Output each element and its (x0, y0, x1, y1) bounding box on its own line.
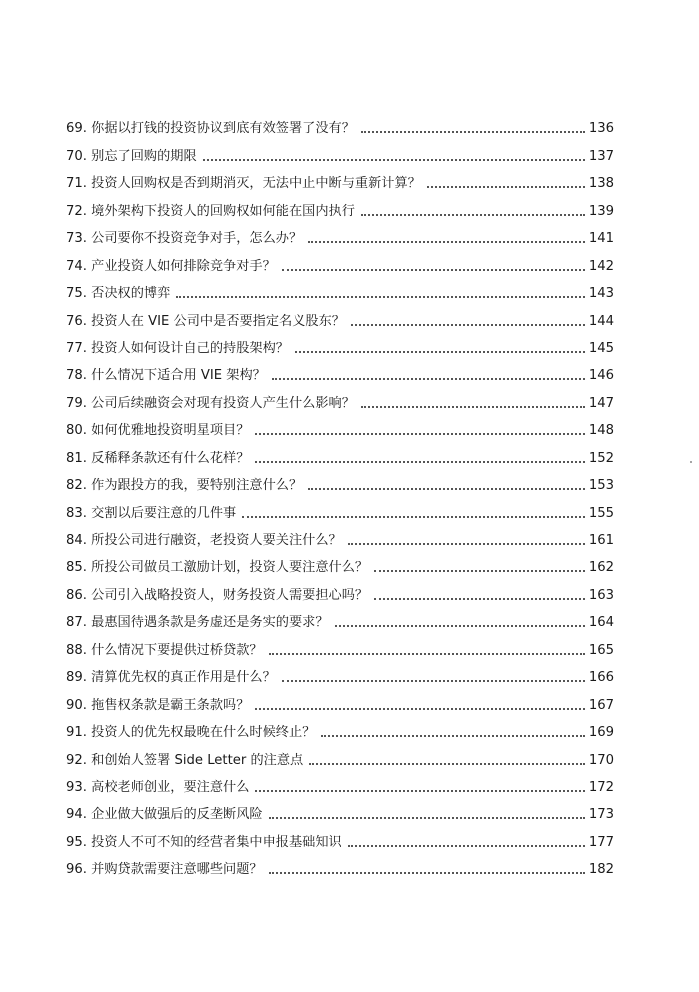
dot-leader (203, 159, 585, 161)
toc-entry (66, 439, 614, 466)
dot-leader (348, 543, 585, 545)
toc-entry-page: 155 (588, 505, 614, 521)
dot-leader (321, 735, 584, 737)
scan-speck (690, 461, 692, 463)
dot-leader (351, 324, 585, 326)
toc-entry-page: 139 (588, 203, 614, 219)
toc-entry-page: 163 (588, 587, 614, 603)
toc-entry (66, 796, 614, 823)
toc-entry (66, 357, 614, 384)
dot-leader (272, 378, 585, 380)
toc-entry-title: 96. 并购贷款需要注意哪些问题？ (66, 862, 263, 878)
toc-entry-page: 162 (588, 560, 614, 576)
toc-entry-title: 76. 投资人在 VIE 公司中是否要指定名义股东？ (66, 313, 345, 329)
toc-entry-page: 182 (588, 862, 614, 878)
toc-entry (66, 330, 614, 357)
toc-entry (66, 275, 614, 302)
dot-leader (269, 817, 585, 819)
dot-leader (309, 763, 585, 765)
toc-entry-page: 164 (588, 615, 614, 631)
dot-leader (308, 241, 585, 243)
dot-leader (255, 461, 584, 463)
toc-entry-title: 69. 你据以打钱的投资协议到底有效签署了没有？ (66, 121, 355, 137)
toc-entry-page: 137 (588, 148, 614, 164)
toc-entry (66, 851, 614, 878)
toc-entry-title: 89. 清算优先权的真正作用是什么？ (66, 670, 276, 686)
toc-entry (66, 412, 614, 439)
toc-entry-title: 95. 投资人不可不知的经营者集中申报基础知识 (66, 834, 342, 850)
toc-entry-title: 85. 所投公司做员工激励计划，投资人要注意什么？ (66, 560, 369, 576)
dot-leader (282, 269, 585, 271)
toc-entry (66, 384, 614, 411)
toc-entry (66, 302, 614, 329)
toc-entry-page: 166 (588, 670, 614, 686)
toc-entry-page: 152 (588, 450, 614, 466)
toc-entry-page: 136 (588, 121, 614, 137)
toc-entry-page: 165 (588, 642, 614, 658)
toc-entry-title: 94. 企业做大做强后的反垄断风险 (66, 807, 263, 823)
toc-entry-title: 78. 什么情况下适合用 VIE 架构？ (66, 368, 266, 384)
dot-leader (427, 186, 585, 188)
toc-entry-title: 71. 投资人回购权是否到期消灭，无法中止中断与重新计算？ (66, 176, 421, 192)
toc-entry-title: 74. 产业投资人如何排除竞争对手？ (66, 258, 276, 274)
toc-entry-title: 79. 公司后续融资会对现有投资人产生什么影响？ (66, 395, 355, 411)
toc-entry-page: 161 (588, 533, 614, 548)
toc-entry-title: 70. 别忘了回购的期限 (66, 148, 197, 164)
toc-entry-page: 177 (588, 834, 614, 850)
toc-entry-page: 138 (588, 176, 614, 192)
toc-entry-title: 91. 投资人的优先权最晚在什么时候终止？ (66, 725, 316, 741)
toc-entry-title: 88. 什么情况下要提供过桥贷款？ (66, 642, 263, 658)
dot-leader (374, 570, 585, 572)
table-of-contents (66, 110, 614, 878)
toc-entry (66, 659, 614, 686)
toc-entry-page: 146 (588, 368, 614, 384)
toc-entry-page: 169 (588, 725, 614, 741)
toc-entry-title: 86. 公司引入战略投资人，财务投资人需要担心吗？ (66, 587, 369, 603)
toc-entry-title: 80. 如何优雅地投资明星项目？ (66, 423, 250, 439)
toc-entry-title: 82. 作为跟投方的我，要特别注意什么？ (66, 478, 303, 494)
dot-leader (269, 653, 585, 655)
toc-entry-title: 75. 否决权的博弈 (66, 286, 171, 302)
toc-entry-page: 142 (588, 258, 614, 274)
toc-entry-title: 93. 高校老师创业，要注意什么 (66, 779, 250, 795)
toc-entry-page: 170 (588, 752, 614, 768)
toc-entry-title: 92. 和创始人签署 Side Letter 的注意点 (66, 752, 304, 768)
toc-entry-title: 81. 反稀释条款还有什么花样？ (66, 450, 250, 466)
toc-entry-page: 153 (588, 478, 614, 494)
toc-entry-page: 145 (588, 340, 614, 356)
toc-entry (66, 220, 614, 247)
toc-entry (66, 823, 614, 850)
toc-entry (66, 769, 614, 796)
toc-entry-page: 172 (588, 779, 614, 795)
dot-leader (374, 598, 585, 600)
dot-leader (255, 790, 584, 792)
toc-entry-page: 144 (588, 313, 614, 329)
toc-entry-title: 77. 投资人如何设计自己的持股架构？ (66, 340, 289, 356)
toc-entry (66, 576, 614, 603)
toc-entry (66, 549, 614, 576)
toc-entry (66, 110, 614, 137)
toc-entry (66, 714, 614, 741)
dot-leader (269, 872, 585, 874)
toc-entry-page: 173 (588, 807, 614, 823)
dot-leader (361, 214, 585, 216)
toc-entry (66, 631, 614, 658)
toc-entry (66, 165, 614, 192)
toc-entry-title: 87. 最惠国待遇条款是务虚还是务实的要求？ (66, 615, 329, 631)
toc-entry (66, 467, 614, 494)
toc-entry-title: 90. 拖售权条款是霸王条款吗？ (66, 697, 250, 713)
toc-entry (66, 741, 614, 768)
dot-leader (282, 680, 585, 682)
dot-leader (255, 433, 584, 435)
toc-entry-page: 141 (588, 231, 614, 247)
dot-leader (361, 131, 585, 133)
toc-entry-title: 83. 交割以后要注意的几件事 (66, 505, 237, 521)
dot-leader (176, 296, 585, 298)
toc-entry (66, 522, 614, 549)
toc-entry (66, 604, 614, 631)
toc-entry-title: 73. 公司要你不投资竞争对手，怎么办？ (66, 231, 303, 247)
toc-entry-title: 84. 所投公司进行融资，老投资人要关注什么？ (66, 533, 342, 548)
dot-leader (361, 406, 585, 408)
toc-entry (66, 494, 614, 521)
toc-entry-page: 148 (588, 423, 614, 439)
toc-entry (66, 137, 614, 164)
toc-entry-page: 167 (588, 697, 614, 713)
dot-leader (348, 845, 585, 847)
dot-leader (242, 516, 585, 518)
toc-entry (66, 247, 614, 274)
toc-entry-page: 147 (588, 395, 614, 411)
toc-entry (66, 192, 614, 219)
toc-entry (66, 686, 614, 713)
dot-leader (255, 708, 584, 710)
dot-leader (308, 488, 585, 490)
toc-entry-page: 143 (588, 286, 614, 302)
toc-entry-title: 72. 境外架构下投资人的回购权如何能在国内执行 (66, 203, 355, 219)
dot-leader (295, 351, 585, 353)
dot-leader (335, 625, 585, 627)
